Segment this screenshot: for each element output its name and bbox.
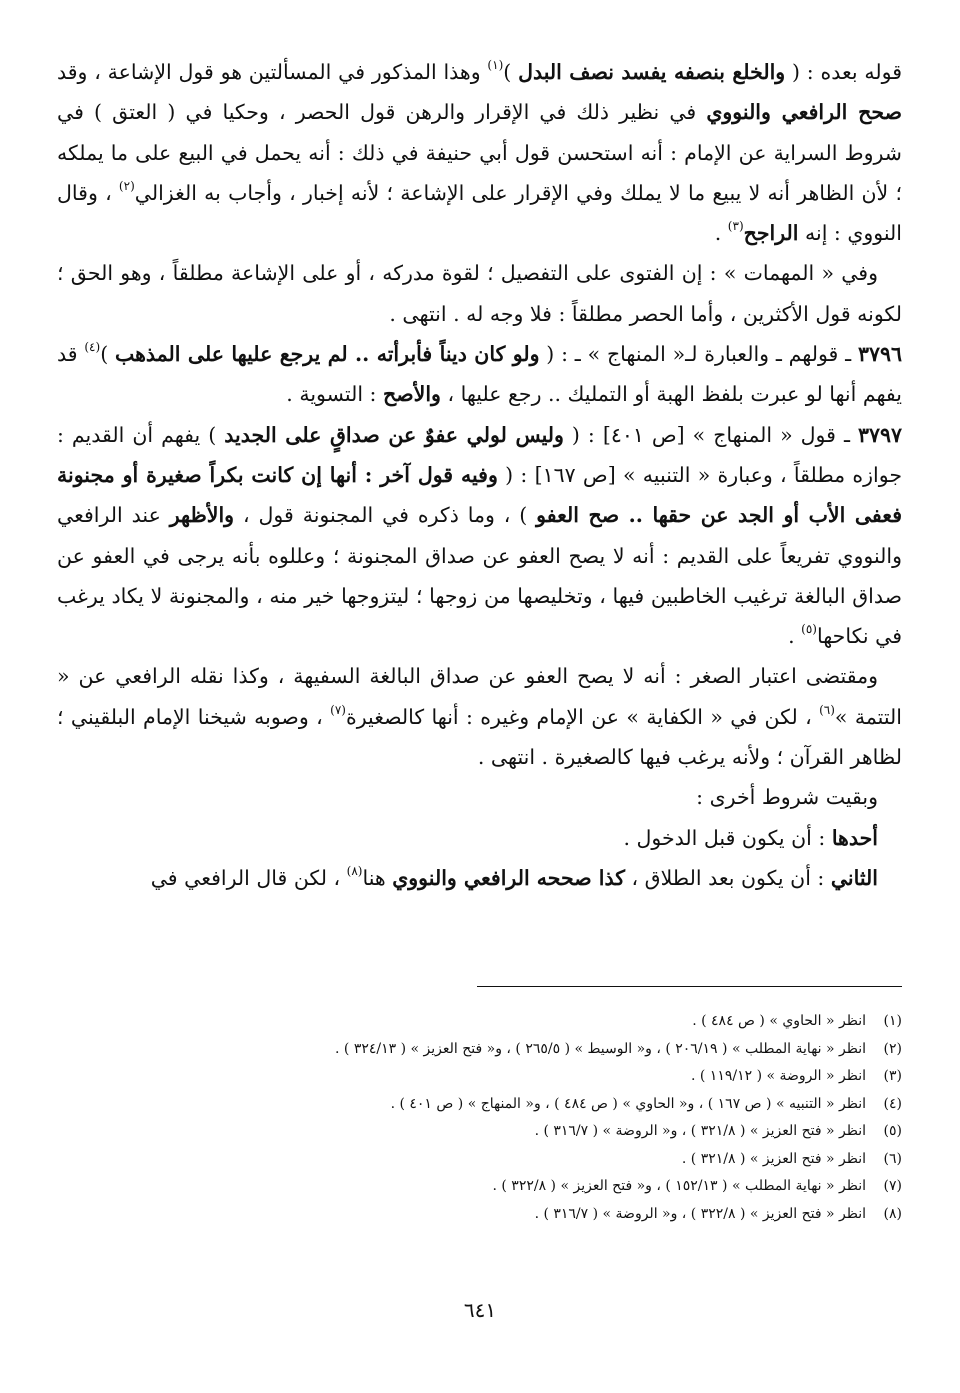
text-run: قد يفهم أنها لو عبرت بلفظ الهبة أو التمليك .. رجع عليها ، [57, 342, 902, 407]
bold-text: وليس لولي عفوٌ عن صداقٍ على الجديد [224, 422, 564, 447]
bold-text: ولو كان ديناً فأبرأته .. لم يرجع عليها على المذهب [114, 342, 540, 367]
paragraph [57, 656, 902, 777]
footnote-number: (٤) [883, 1095, 902, 1112]
text-run: : التسوية . [286, 382, 383, 407]
text-run: ، وصوبه شيخنا الإمام البلقيني ؛ لظاهر القرآن ؛ ولأنه يرغب فيها كالصغيرة . انتهى . [57, 704, 902, 770]
bold-text: صحح الرافعي والنووي [706, 100, 902, 125]
footnote-text: انظر « نهاية المطلب » ( ٢٠٦/١٩ ) ، و« الوسيط » ( ٢٦٥/٥ ) ، و« فتح العزيز » ( ٣٢٤/١٣ ) . [335, 1040, 866, 1057]
text-run: هنا [362, 865, 393, 890]
text-run: ) ، وما ذكره في المجنونة قول ، [234, 503, 537, 528]
bold-text: ٣٧٩٦ [857, 342, 903, 367]
footnote-text: انظر « التنبيه » ( ص ١٦٧ ) ، و« الحاوي » ( ص ٤٨٤ ) ، و« المنهاج » ( ص ٤٠١ ) . [390, 1095, 866, 1112]
footnote-ref: (٢) [118, 179, 135, 194]
footnote-number: (١) [883, 1013, 902, 1029]
paragraph [57, 858, 902, 898]
text-run: : أن يكون بعد الطلاق ، [625, 865, 831, 890]
text-run: . [788, 624, 802, 649]
footnote-text: انظر « نهاية المطلب » ( ١٥٢/١٣ ) ، و« فتح العزيز » ( ٣٢٢/٨ ) . [492, 1178, 866, 1194]
text-run: ، لكن قال الرافعي في [150, 865, 347, 890]
bold-text: والخلع بنصفه يفسد نصف البدل [518, 60, 786, 84]
footnote-number: (٧) [883, 1178, 902, 1194]
footnote-ref: (٤) [84, 340, 101, 355]
footnote [57, 1118, 902, 1146]
footnote [57, 1091, 902, 1119]
bold-text: ٣٧٩٧ [857, 422, 902, 447]
paragraph [57, 334, 902, 415]
text-run: . [714, 221, 728, 246]
text-run: : أن يكون قبل الدخول . [623, 825, 832, 850]
text-run: قوله بعده : ( [785, 60, 903, 84]
footnote-divider [477, 986, 902, 987]
main-text [57, 52, 902, 898]
footnote-ref: (٣) [727, 219, 744, 234]
bold-text: أحدها [831, 825, 878, 850]
footnote-ref: (٦) [819, 702, 835, 717]
bold-text: والأصح [382, 382, 441, 407]
footnote-number: (٦) [883, 1150, 902, 1167]
text-run: ، وقال النووي : إنه [57, 180, 902, 246]
bold-text: والأظهر [169, 503, 235, 528]
paragraph [57, 253, 902, 334]
footnote-text: انظر « الحاوي » ( ص ٤٨٤ ) . [692, 1013, 866, 1029]
paragraph [57, 52, 902, 253]
footnote [57, 1173, 902, 1201]
paragraph [57, 415, 902, 657]
text-run: في نظير ذلك في الإقرار والرهن قول الحصر ، وحكيا في ( العتق ) في شروط السراية عن الإمام : أنه استحسن قول أبي حنيفة في ذلك : أنه يحمل في البيع على ما يملكه ؛ لأن الظاهر أنه لا يبيع ما لا يملك وفي الإقرار على الإشاعة ؛ لأنه إخبار ، وأجاب به الغزالي [57, 100, 902, 205]
text-run: عند الرافعي والنووي تفريعاً على القديم : أنه لا يصح العفو عن صداق المجنونة ؛ وعللوه بأنه يرجى في العفو عن صداق البالغة ترغيب الخاطبين فيها ، وتخليصها من زوجها ؛ ليتزوجها خير منه ، والمجنونة لا يكاد يرغب في نكاحها [57, 503, 902, 649]
footnotes [57, 1008, 902, 1228]
footnote [57, 1146, 902, 1174]
text-run: ـ قولهم ـ والعبارة لـ« المنهاج » ـ : ( [539, 342, 858, 367]
page-number: ٦٤١ [463, 1298, 497, 1322]
footnote-ref: (٥) [801, 622, 817, 637]
bold-text: كذا صححه الرافعي والنووي [392, 865, 626, 890]
bold-text: الثاني [830, 865, 878, 890]
footnote-ref: (٧) [330, 702, 346, 717]
footnote-ref: (٨) [346, 864, 363, 879]
text-run: ومقتضى اعتبار الصغر : أنه لا يصح العفو عن صداق البالغة السفيهة ، وكذا نقله الرافعي عن « التتمة » [57, 664, 902, 729]
text-run: ) يفهم أن القديم : جوازه مطلقاً ، وعبارة « التنبيه » [ص ١٦٧] : ( [57, 422, 902, 487]
footnote-text: انظر « فتح العزيز » ( ٣٢١/٨ ) ، و« الروضة » ( ٣١٦/٧ ) . [534, 1123, 866, 1139]
footnote-text: انظر « فتح العزيز » ( ٣٢١/٨ ) . [681, 1150, 866, 1167]
text-run: ) [503, 60, 519, 84]
text-run: ، لكن في « الكفاية » عن الإمام وغيره : أنها كالصغيرة [345, 704, 820, 729]
text-run: ) [100, 342, 115, 367]
paragraph [57, 818, 902, 858]
footnote [57, 1201, 902, 1229]
paragraph [57, 777, 902, 817]
bold-text: الراجح [743, 221, 799, 246]
footnote [57, 1008, 902, 1036]
footnote-number: (٨) [883, 1205, 902, 1222]
footnote-number: (٣) [883, 1068, 902, 1084]
footnote-number: (٥) [883, 1123, 902, 1139]
text-run: وفي « المهمات » : إن الفتوى على التفصيل ؛ لقوة مدركه ، أو على الإشاعة مطلقاً ، وهو الحق ؛ لكونه قول الأكثرين ، وأما الحصر مطلقاً : فلا وجه له . انتهى . [57, 261, 902, 326]
footnote-ref: (١) [487, 58, 504, 73]
footnote-number: (٢) [883, 1040, 902, 1057]
footnote [57, 1036, 902, 1064]
text-run: وهذا المذكور في المسألتين هو قول الإشاعة ، وقد [57, 60, 488, 84]
footnote-text: انظر « فتح العزيز » ( ٣٢٢/٨ ) ، و« الروضة » ( ٣١٦/٧ ) . [534, 1205, 866, 1222]
text-run: ـ قول « المنهاج » [ص ٤٠١] : ( [563, 422, 858, 447]
footnote-text: انظر « الروضة » ( ١١٩/١٢ ) . [690, 1068, 866, 1084]
bold-text: وفيه قول آخر : أنها إن كانت بكراً صغيرة أو مجنونة فعفى الأب أو الجد عن حقها .. صح العفو [57, 462, 902, 528]
text-run: وبقيت شروط أخرى : [696, 785, 878, 810]
footnote [57, 1063, 902, 1091]
